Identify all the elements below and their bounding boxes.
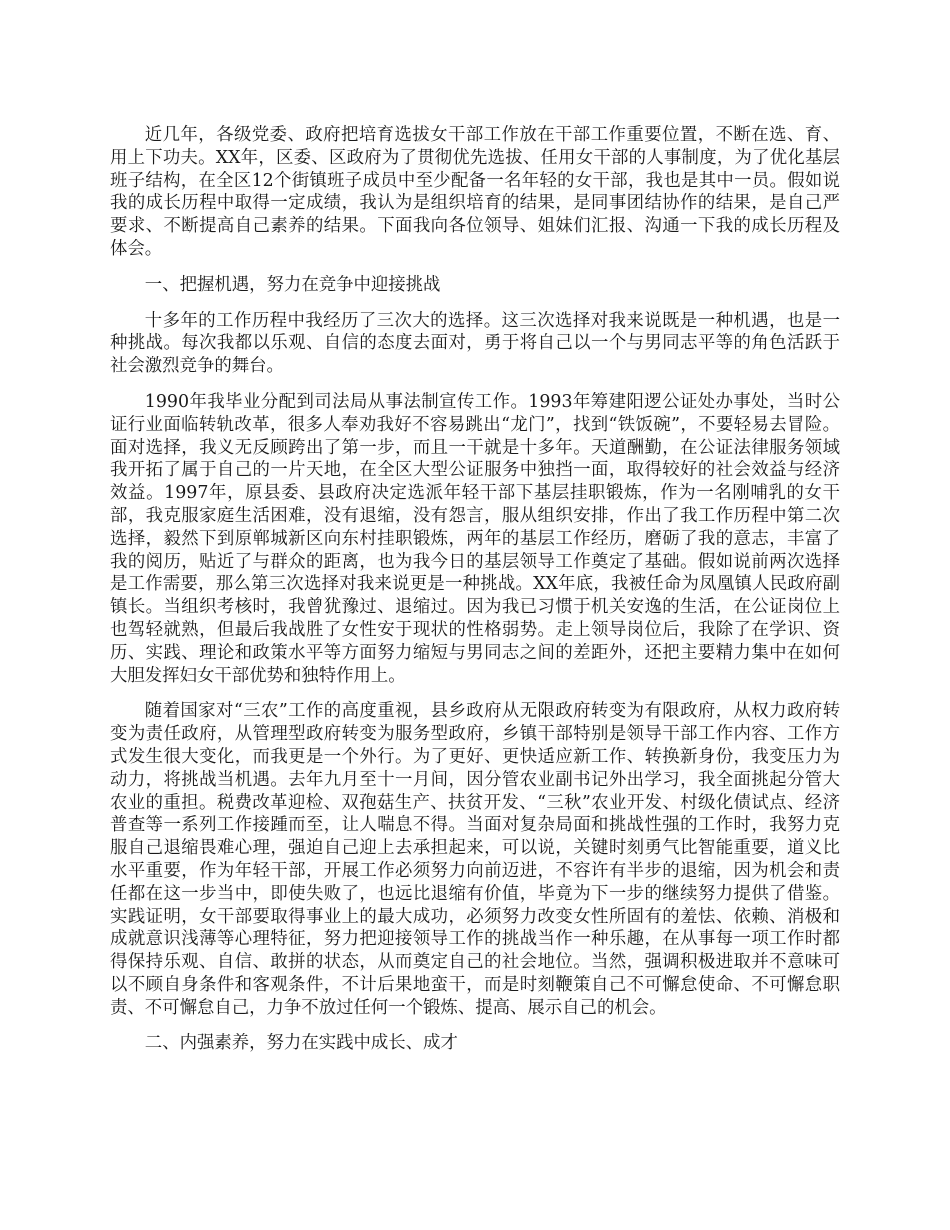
paragraph-challenges: 随着国家对“三农”工作的高度重视，县乡政府从无限政府转变为有限政府，从权力政府转变为责任政府，从管理型政府转变为服务型政府，乡镇干部特别是领导干部工作内容、工作方式发生很大变化，而我更是一个外行。为了更好、更快适应新工作、转换新身份，我变压力为动力，将挑战当机遇。去年九月至十一月间，因分管农业副书记外出学习，我全面挑起分管大农业的重担。税费改革迎检、双孢菇生产、扶贫开发、“三秋”农业开发、村级化债试点、经济普查等一系列工作接踵而至，让人喘息不得。当面对复杂局面和挑战性强的工作时，我努力克服自己退缩畏难心理，强迫自己迎上去承担起来，可以说，关键时刻勇气比智能重要，道义比水平重要，作为年轻干部，开展工作必须努力向前迈进，不容许有半步的退缩，因为机会和责任都在这一步当中，即使失败了，也远比退缩有价值，毕竟为下一步的继续努力提供了借鉴。实践证明，女干部要取得事业上的最大成功，必须努力改变女性所固有的羞怯、依赖、消极和成就意识浅薄等心理特征，努力把迎接领导工作的挑战当作一种乐趣，在从事每一项工作时都得保持乐观、自信、敢拼的状态，从而奠定自己的社会地位。当然，强调积极进取并不意味可以不顾自身条件和客观条件，不计后果地蛮干，而是时刻鞭策自己不可懈怠使命、不可懈怠职责、不可懈怠自己，力争不放过任何一个锻炼、提高、展示自己的机会。 xyxy=(110,701,840,1018)
section-heading-1: 一、把握机遇，努力在竞争中迎接挑战 xyxy=(144,274,441,295)
paragraph-career: 1990年我毕业分配到司法局从事法制宣传工作。1993年筹建阳逻公证处办事处，当时公证行业面临转轨改革，很多人奉劝我好不容易跳出“龙门”，找到“铁饭碗”，不要轻易去冒险。面对选择，我义无反顾跨出了第一步，而且一干就是十多年。天道酬勤，在公证法律服务领域我开拓了属于自己的一片天地，在全区大型公证服务中独挡一面，取得较好的社会效益与经济效益。1997年，原县委、县政府决定选派年轻干部下基层挂职锻炼，作为一名刚哺乳的女干部，我克服家庭生活困难，没有退缩，没有怨言，服从组织安排，作出了我工作历程中第二次选择，毅然下到原郸城新区向东村挂职锻炼，两年的基层工作经历，磨砺了我的意志，丰富了我的阅历，贴近了与群众的距离，也为我今日的基层领导工作奠定了基础。假如说前两次选择是工作需要，那么第三次选择对我来说更是一种挑战。XX年底，我被任命为凤凰镇人民政府副镇长。当组织考核时，我曾犹豫过、退缩过。因为我已习惯于机关安逸的生活，在公证岗位上也驾轻就熟，但最后我战胜了女性安于现状的性格弱势。走上领导岗位后，我除了在学识、资历、实践、理论和政策水平等方面努力缩短与男同志之间的差距外，还把主要精力集中在如何大胆发挥妇女干部优势和独特作用上。 xyxy=(110,391,840,686)
document-body xyxy=(110,124,840,1068)
paragraph-intro: 近几年，各级党委、政府把培育选拔女干部工作放在干部工作重要位置，不断在选、育、用上下功夫。XX年，区委、区政府为了贯彻优先选拔、任用女干部的人事制度，为了优化基层班子结构，在全区12个街镇班子成员中至少配备一名年轻的女干部，我也是其中一员。假如说我的成长历程中取得一定成绩，我认为是组织培育的结果，是同事团结协作的结果，是自己严要求、不断提高自己素养的结果。下面我向各位领导、姐妹们汇报、沟通一下我的成长历程及体会。 xyxy=(110,125,840,259)
paragraph-choices: 十多年的工作历程中我经历了三次大的选择。这三次选择对我来说既是一种机遇，也是一种挑战。每次我都以乐观、自信的态度去面对，勇于将自己以一个与男同志平等的角色活跃于社会激烈竞争的舞台。 xyxy=(110,310,840,377)
section-heading-2: 二、内强素养，努力在实践中成长、成才 xyxy=(144,1033,458,1054)
